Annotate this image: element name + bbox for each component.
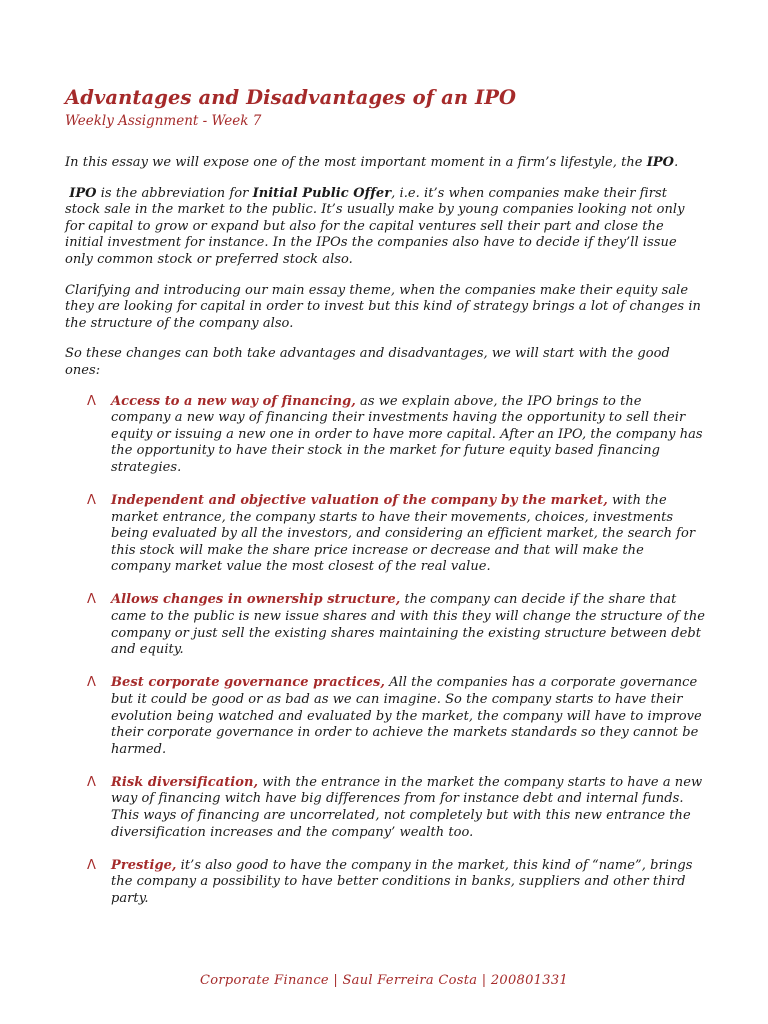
clarify-paragraph: Clarifying and introducing our main essay theme, when the companies make their equity sale they are looking for capital in order to invest but this kind of strategy brings a lot of changes in the structure of the company also.	[65, 282, 701, 331]
list-item-text: it’s also good to have the company in the market, this kind of “name”, brings the company a possibility to have better conditions in banks, suppliers and other third party.	[111, 857, 693, 906]
list-item	[65, 775, 705, 841]
list-item-text: with the entrance in the market the company starts to have a new way of financing witch have big differences from for instance debt and internal funds. This ways of financing are uncorrelated, not completely but with this new entrance the diversification increases and the company’ wealth too.	[111, 774, 703, 840]
intro-text: In this essay we will expose one of the most important moment in a firm’s lifestyle, the	[65, 155, 647, 170]
list-item-heading: Independent and objective valuation of the company by the market,	[111, 493, 608, 508]
document-subtitle: Weekly Assignment - Week 7	[65, 113, 262, 129]
advantages-list	[65, 394, 705, 908]
ipo-text-2: , i.e. it’s when companies make their first stock sale in the market to the public. It’s usually make by young companies looking not only for capital to grow or expand but also for the capital ventures sell their part and close the initial investment for instance. In the IPOs the companies also have to decide if they’ll issue only common stock or preferred stock also.	[65, 185, 685, 267]
intro-end: .	[674, 155, 679, 170]
document-page	[65, 86, 705, 924]
list-item	[65, 675, 705, 758]
page-footer: Corporate Finance | Saul Ferreira Costa | 200801331	[200, 973, 568, 988]
list-item	[65, 592, 705, 658]
lambda-bullet-icon: Λ	[87, 592, 96, 608]
lambda-bullet-icon: Λ	[87, 774, 96, 790]
list-item-heading: Best corporate governance practices,	[111, 675, 385, 691]
list-item-heading: Allows changes in ownership structure,	[111, 592, 401, 608]
list-item-heading: Access to a new way of financing,	[111, 393, 356, 409]
lambda-bullet-icon: Λ	[87, 857, 96, 873]
intro-ipo-strong: IPO	[646, 155, 675, 170]
ipo-definition-paragraph	[65, 186, 705, 269]
list-item-heading: Risk diversification,	[111, 774, 259, 790]
lambda-bullet-icon: Λ	[87, 393, 96, 409]
so-paragraph: So these changes can both take advantages and disadvantages, we will start with the good ones:	[65, 346, 670, 378]
initial-public-offer-strong: Initial Public Offer	[252, 185, 392, 201]
intro-paragraph	[65, 155, 705, 172]
list-item-text: the company can decide if the share that came to the public is new issue shares and with this they will change the structure of the company or just sell the existing shares maintaining the existing structure between debt and equity.	[111, 592, 705, 658]
list-item	[65, 394, 705, 477]
list-item	[65, 493, 705, 576]
list-item-text: with the market entrance, the company starts to have their movements, choices, investments being evaluated by all the investors, and considering an efficient market, the search for this stock will make the share price increase or decrease and that will make the company market value the most closest of the real value.	[111, 493, 696, 575]
ipo-lead-strong: IPO	[69, 185, 97, 201]
lambda-bullet-icon: Λ	[87, 493, 96, 508]
document-title: Advantages and Disadvantages of an IPO	[65, 86, 517, 109]
lambda-bullet-icon: Λ	[87, 675, 96, 691]
list-item-text: All the companies has a corporate governance but it could be good or as bad as we can imagine. So the company starts to have their evolution being watched and evaluated by the market, the company will have to improve their corporate governance in order to achieve the markets standards so they cannot be harmed.	[111, 675, 702, 757]
list-item-heading: Prestige,	[111, 857, 177, 873]
list-item-text: as we explain above, the IPO brings to the company a new way of financing their investments having the opportunity to sell their equity or issuing a new one in order to have more capital. After an IPO, the company has the opportunity to have their stock in the market for future equity based financing strategies.	[111, 393, 703, 475]
ipo-text-1: is the abbreviation for	[96, 185, 253, 201]
list-item	[65, 858, 705, 908]
